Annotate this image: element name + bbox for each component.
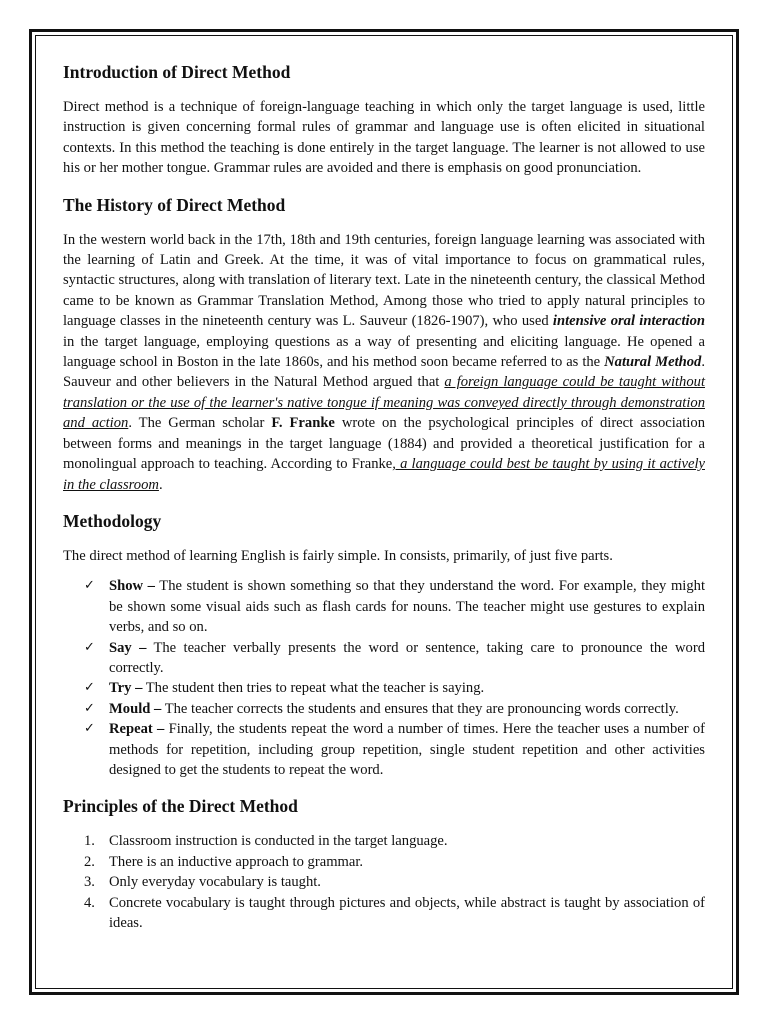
list-item-term: Say – xyxy=(109,639,147,656)
list-item-show xyxy=(63,576,705,637)
history-paragraph xyxy=(63,230,705,495)
list-item xyxy=(63,831,705,851)
list-item-text: The teacher corrects the students and ensures that they are pronouncing words correctly. xyxy=(161,700,679,717)
list-item-text: Concrete vocabulary is taught through pictures and objects, while abstract is taught by association of ideas. xyxy=(109,894,705,931)
history-underlined-quote-2: , a language could best be taught by using it actively in the classroom xyxy=(63,456,705,493)
section-history xyxy=(63,193,705,495)
list-item-term: Show – xyxy=(109,578,155,595)
section-methodology xyxy=(63,509,705,780)
document-content xyxy=(63,60,705,945)
list-number: 1. xyxy=(84,833,95,850)
list-item-text: The student is shown something so that they understand the word. For example, they might be shown some visual aids such as flash cards for nouns. The teacher might use gestures to explain verbs, and so on. xyxy=(109,578,705,636)
checkmark-icon: ✓ xyxy=(84,680,95,696)
list-item xyxy=(63,872,705,892)
list-item-text: Finally, the students repeat the word a number of times. Here the teacher uses a number of methods for repetition, including group repetition, single student repetition and other activities designed to get the students to repeat the word. xyxy=(109,721,705,778)
history-emphasis-natural-method: Natural Method xyxy=(604,354,702,371)
list-number: 2. xyxy=(84,853,95,870)
section-introduction xyxy=(63,60,705,179)
history-text-4: . The German scholar xyxy=(128,415,272,432)
history-text-2: in the target language, employing questions as a way of presenting and eliciting language. He opened a language school in Boston in the late 1860s, and his method soon became referred to as the xyxy=(63,333,705,371)
list-item-mould xyxy=(63,699,705,719)
intro-paragraph: Direct method is a technique of foreign-language teaching in which only the target language is used, little instruction is given concerning formal rules of grammar and language use is often elicited in situational contexts. In this method the teaching is done entirely in the target language. The learner is not allowed to use his or her mother tongue. Grammar rules are avoided and there is emphasis on good pronunciation. xyxy=(63,99,705,177)
heading-methodology: Methodology xyxy=(63,510,162,531)
history-text-6: . xyxy=(158,476,163,493)
list-item-say xyxy=(63,638,705,679)
list-item-term: Mould – xyxy=(109,700,162,717)
list-item-repeat xyxy=(63,719,705,780)
checkmark-icon: ✓ xyxy=(84,700,95,716)
history-underlined-quote-1: a foreign language could be taught without translation or the use of the learner's native tongue if meaning was conveyed directly through demonstration and action xyxy=(63,374,705,432)
heading-history: The History of Direct Method xyxy=(63,194,286,215)
methodology-intro: The direct method of learning English is fairly simple. In consists, primarily, of just five parts. xyxy=(63,547,613,564)
list-item-text: The teacher verbally presents the word or sentence, taking care to pronounce the word correctly. xyxy=(109,639,705,676)
history-text-1: In the western world back in the 17th, 18th and 19th centuries, foreign language learning was associated with the learning of Latin and Greek. At the time, it was of vital importance to focus on grammatical rules, syntactic structures, along with translation of literary text. Late in the nineteenth century, the classical Method came to be known as Grammar Translation Method, Among those who tried to apply natural principles to language classes in the nineteenth century was L. Sauveur (1826-1907), who used xyxy=(63,231,705,330)
list-item-text: Classroom instruction is conducted in the target language. xyxy=(109,833,448,850)
history-emphasis-oral-interaction: intensive oral interaction xyxy=(552,313,705,330)
history-bold-franke: F. Franke xyxy=(271,415,335,432)
checkmark-icon: ✓ xyxy=(84,639,95,655)
checkmark-icon: ✓ xyxy=(84,578,95,594)
list-item-text: There is an inductive approach to grammar. xyxy=(109,853,364,870)
list-item xyxy=(63,852,705,872)
list-number: 4. xyxy=(84,894,95,911)
checkmark-icon: ✓ xyxy=(84,721,95,737)
list-item-text: Only everyday vocabulary is taught. xyxy=(109,874,321,891)
list-number: 3. xyxy=(84,874,95,891)
principles-list xyxy=(63,831,705,933)
list-item-term: Try – xyxy=(109,680,143,697)
history-text-5: wrote on the psychological principles of direct association between forms and meanings in the target language (1884) and provided a theoretical justification for a monolingual approach to teaching. According to Franke xyxy=(63,415,705,473)
methodology-list xyxy=(63,576,705,780)
heading-introduction: Introduction of Direct Method xyxy=(63,62,291,82)
list-item xyxy=(63,893,705,934)
heading-principles: Principles of the Direct Method xyxy=(63,796,298,817)
list-item-text: The student then tries to repeat what the teacher is saying. xyxy=(142,680,485,697)
list-item-try xyxy=(63,678,705,698)
list-item-term: Repeat – xyxy=(109,721,165,738)
history-text-3: . Sauveur and other believers in the Natural Method argued that xyxy=(63,354,706,391)
section-principles xyxy=(63,794,705,933)
